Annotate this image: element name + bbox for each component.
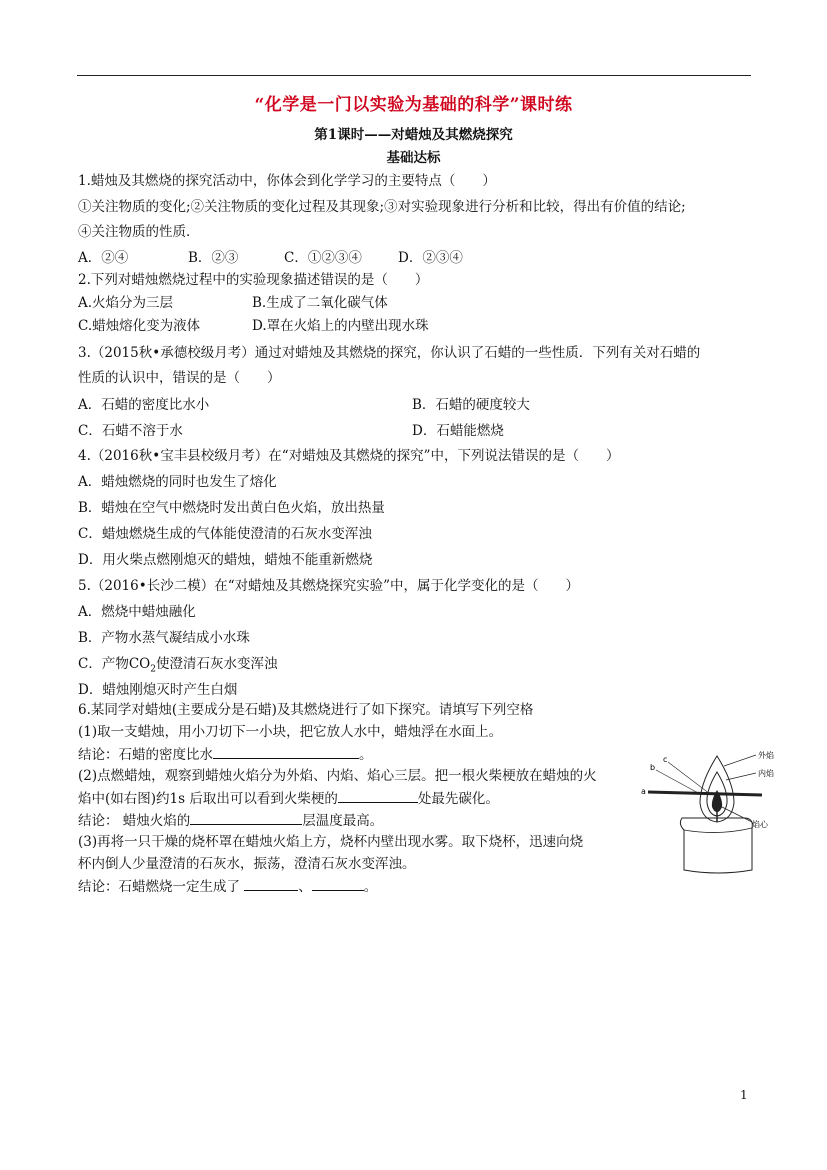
q1-stem: 1.蜡烛及其燃烧的探究活动中，你体会到化学学习的主要特点（ ） [78,173,496,189]
core-label: 焰心 [752,820,768,829]
q6-step2a: (2)点燃蜡烛，观察到蜡烛火焰分为外焰、内焰、焰心三层。把一根火柴梗放在蜡烛的火 [78,768,597,784]
q1-option-d: D．②③④ [398,250,463,266]
q5-option-d: D．蜡烛刚熄灭时产生白烟 [78,682,238,698]
q3-option-c: C．石蜡不溶于水 [78,423,183,439]
q1-option-b: B．②③ [188,250,239,266]
q6-conclusion2-post: 层温度最高。 [302,813,384,829]
q6-conclusion1 [78,745,373,764]
q2-option-c: C.蜡烛熔化变为液体 [78,318,201,334]
label-c: c [663,755,668,764]
q1-line3: ④关注物质的性质． [78,224,200,240]
q2-option-d: D.罩在火焰上的内壁出现水珠 [252,318,429,334]
q6-blank-4[interactable] [244,877,298,891]
label-a: a [641,787,646,796]
q3-stem-1: 3.（2015秋•承德校级月考）通过对蜡烛及其燃烧的探究，你认识了石蜡的一些性质．下列有关对石蜡的 [78,345,701,361]
matchstick [648,792,762,795]
q6-step1: (1)取一支蜡烛，用小刀切下一小块，把它放人水中，蜡烛浮在水面上。 [78,724,503,740]
q5-option-b: B．产物水蒸气凝结成小水珠 [78,630,250,646]
pointer-b [656,770,700,794]
q6-step2b-post: 处最先碳化。 [417,791,499,807]
section-title: 基础达标 [386,150,441,166]
q1-option-a: A．②④ [78,250,129,266]
q5-option-c-post: 使澄清石灰水变浑浊 [155,656,278,672]
q6-step3b: 杯内倒人少量澄清的石灰水，振荡，澄清石灰水变浑浊。 [78,856,416,872]
outer-flame-label: 外焰 [758,751,774,760]
q1-line2: ①关注物质的变化;②关注物质的变化过程及其现象;③对实验现象进行分析和比较，得出有价值的结论; [78,199,686,215]
header-rule [77,75,751,76]
q6-step2b [78,789,499,808]
inner-pointer [726,773,756,780]
q6-blank-3[interactable] [190,811,302,825]
q4-option-a: A．蜡烛燃烧的同时也发生了熔化 [78,474,277,490]
q5-option-c-sub: 2 [150,664,156,675]
q6-conclusion3-mid: 、 [298,879,312,895]
q3-option-b: B．石蜡的硬度较大 [412,397,530,413]
q6-conclusion3 [78,877,377,896]
q6-step2b-pre: 焰中(如右图)约1s 后取出可以看到火柴梗的 [78,791,338,807]
candle-body [680,818,752,873]
candle-flame-diagram [640,748,780,878]
q3-option-d: D．石蜡能燃烧 [412,423,504,439]
q6-conclusion1-text: 结论：石蜡的密度比水 [78,747,213,763]
q6-blank-1[interactable] [213,745,359,759]
q5-option-c-pre: C．产物CO [78,656,151,672]
q2-stem: 2.下列对蜡烛燃烧过程中的实验现象描述错误的是（ ） [78,272,429,288]
lesson-title: 第1课时——对蜡烛及其燃烧探究 [314,127,513,143]
q4-option-c: C．蜡烛燃烧生成的气体能使澄清的石灰水变浑浊 [78,526,372,542]
q3-stem-2: 性质的认识中，错误的是（ ） [78,370,281,386]
q6-conclusion3-end: 。 [363,879,378,895]
q5-stem: 5.（2016•长沙二模）在“对蜡烛及其燃烧探究实验”中，属于化学变化的是（ ） [78,578,580,594]
page-title: “化学是一门以实验为基础的科学”课时练 [254,95,573,115]
q6-conclusion2 [78,811,383,830]
q6-conclusion2-pre: 结论： 蜡烛火焰的 [78,813,191,829]
outer-pointer [724,755,756,766]
q5-option-a: A．燃烧中蜡烛融化 [78,604,196,620]
q6-conclusion3-pre: 结论：石蜡燃烧一定生成了 [78,879,245,895]
q6-step3a: (3)再将一只干燥的烧杯罩在蜡烛火焰上方，烧杯内壁出现水雾。取下烧杯，迅速向烧 [78,834,584,850]
inner-flame-label: 内焰 [758,769,774,778]
q4-stem: 4.（2016秋•宝丰县校级月考）在“对蜡烛及其燃烧的探究”中，下列说法错误的是（ ） [78,448,620,464]
q1-option-c: C．①②③④ [284,250,362,266]
pointer-c [668,762,710,794]
label-b: b [650,763,656,772]
q2-option-a: A.火焰分为三层 [78,295,174,311]
q2-option-b: B.生成了二氧化碳气体 [252,295,388,311]
q6-stem: 6.某同学对蜡烛(主要成分是石蜡)及其燃烧进行了如下探究。请填写下列空格 [78,702,534,718]
q4-option-d: D．用火柴点燃刚熄灭的蜡烛，蜡烛不能重新燃烧 [78,552,373,568]
q3-option-a: A．石蜡的密度比水小 [78,397,210,413]
q6-blank-5[interactable] [312,877,364,891]
q5-option-c [78,655,277,679]
page-number: 1 [740,1088,748,1102]
q6-conclusion1-end: 。 [359,747,373,763]
q6-blank-2[interactable] [338,789,418,803]
q4-option-b: B．蜡烛在空气中燃烧时发出黄白色火焰，放出热量 [78,500,385,516]
